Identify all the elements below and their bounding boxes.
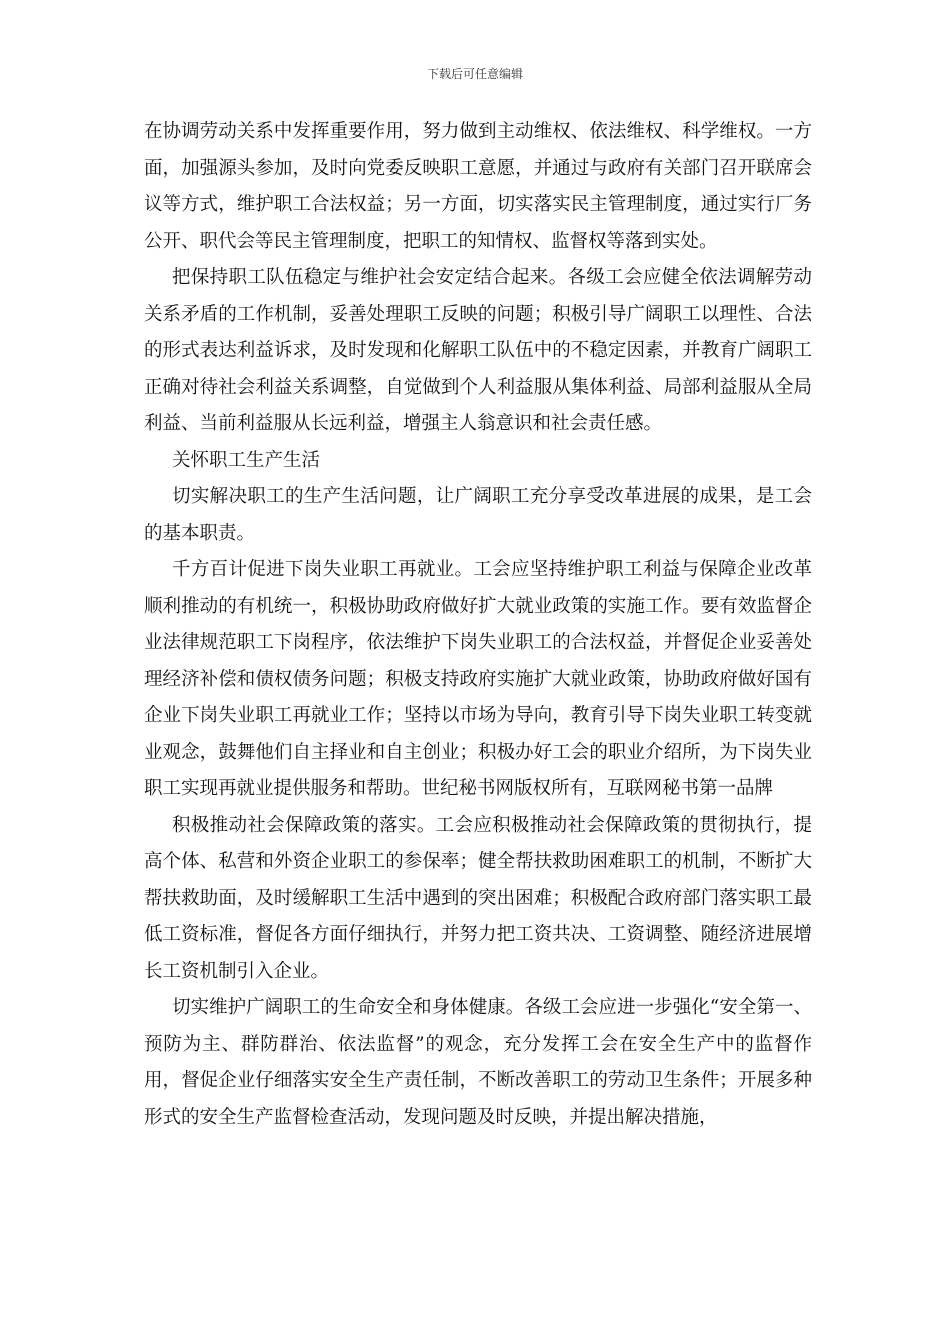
page-header: 下载后可任意编辑 [426,67,523,81]
section-heading: 关怀职工生产生活 [172,449,321,471]
paragraph-intro: 切实解决职工的生产生活问题，让广阔职工充分享受改革进展的成果，是工会的基本职责。 [144,486,812,544]
paragraph-continuation: 在协调劳动关系中发挥重要作用，努力做到主动维权、依法维权、科学维权。一方面，加强源头参加，及时向党委反映职工意愿，并通过与政府有关部门召开联席会议等方式，维护职工合法权益；另一方面，切实落实民主管理制度，通过实行厂务公开、职代会等民主管理制度，把职工的知情权、监督权等落到实处。 [144,121,812,252]
paragraph-stability: 把保持职工队伍稳定与维护社会安定结合起来。各级工会应健全依法调解劳动关系矛盾的工作机制，妥善处理职工反映的问题；积极引导广阔职工以理性、合法的形式表达利益诉求，及时发现和化解职工队伍中的不稳定因素，并教育广阔职工正确对待社会利益关系调整，自觉做到个人利益服从集体利益、局部利益服从全局利益、当前利益服从长远利益，增强主人翁意识和社会责任感。 [144,267,812,434]
paragraph-social-security: 积极推动社会保障政策的落实。工会应积极推动社会保障政策的贯彻执行，提高个体、私营和外资企业职工的参保率；健全帮扶救助困难职工的机制，不断扩大帮扶救助面，及时缓解职工生活中遇到的突出困难；积极配合政府部门落实职工最低工资标准，督促各方面仔细执行，并努力把工资共决、工资调整、随经济进展增长工资机制引入企业。 [144,814,812,982]
document-body [144,114,812,1136]
paragraph-safety: 切实维护广阔职工的生命安全和身体健康。各级工会应进一步强化“安全第一、预防为主、群防群治、依法监督”的观念，充分发挥工会在安全生产中的监督作用，督促企业仔细落实安全生产责任制，不断改善职工的劳动卫生条件；开展多种形式的安全生产监督检查活动，发现问题及时反映，并提出解决措施， [144,997,812,1128]
paragraph-reemployment: 千方百计促进下岗失业职工再就业。工会应坚持维护职工利益与保障企业改革顺利推动的有机统一，积极协助政府做好扩大就业政策的实施工作。要有效监督企业法律规范职工下岗程序，依法维护下岗失业职工的合法权益，并督促企业妥善处理经济补偿和债权债务问题；积极支持政府实施扩大就业政策，协助政府做好国有企业下岗失业职工再就业工作；坚持以市场为导向，教育引导下岗失业职工转变就业观念，鼓舞他们自主择业和自主创业；积极办好工会的职业介绍所，为下岗失业职工实现再就业提供服务和帮助。世纪秘书网版权所有，互联网秘书第一品牌 [144,559,812,799]
